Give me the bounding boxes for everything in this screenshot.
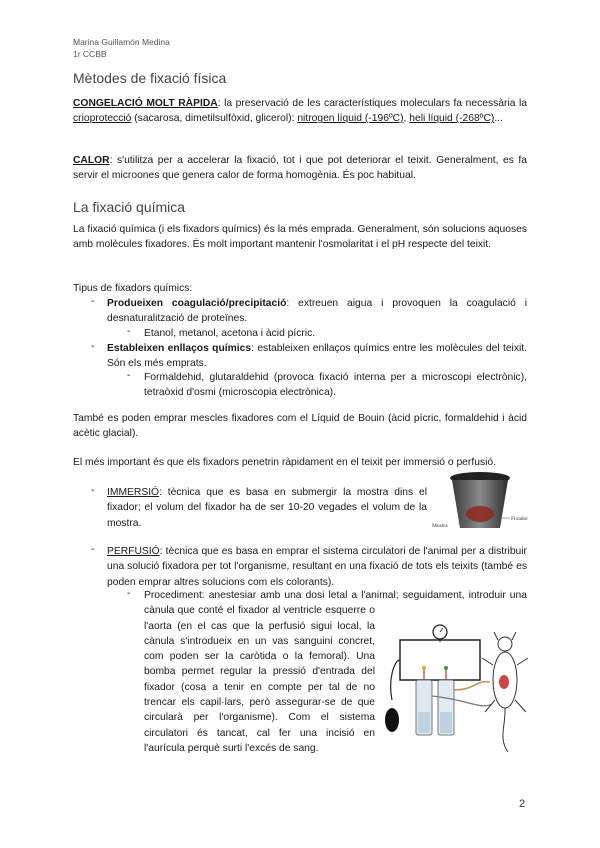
page-number: 2 (519, 798, 526, 810)
list-dash: - (127, 326, 131, 337)
term-fast-freezing: CONGELACIÓ MOLT RÀPIDA (73, 98, 218, 109)
perfusion-figure (380, 620, 530, 760)
type-coagulation: Produeixen coagulació/precipitació: extreuen aigua i provoquen la coagulació i desnaturalització de proteïnes. (107, 298, 527, 325)
paragraph-fast-freezing: CONGELACIÓ MOLT RÀPIDA: la preservació de les característiques moleculars fa necessària la crioprotecció (sacarosa, dimetilsulfòxid, glicerol): nitrogen líquid (-196ºC), heli líquid (-268ºC)... (73, 98, 528, 125)
type-chemical-bonds: Estableixen enllaços químics: estableixen enllaços químics entre les molècules del teixit. Són els més emprats. (107, 343, 528, 370)
animal-illustration (482, 632, 528, 752)
label-fixer: Fixador (511, 516, 529, 522)
paragraph-perfusion: PERFUSIÓ: tècnica que es basa en emprar el sistema circulatori de l'animal per a distribuir una solució fixadora per tot l'organisme, resultant en una fixació de tots els teixits (també es poden emprar altres solucions com els colorants). (107, 546, 527, 588)
term-heat: CALOR (73, 155, 110, 166)
types-label: Tipus de fixadors químics: (73, 283, 193, 294)
list-dash: - (127, 370, 131, 381)
author-name: Marina Guillamón Medina (73, 37, 170, 47)
list-dash: - (91, 341, 95, 352)
type-coagulation-example: Etanol, metanol, acetona i àcid pícric. (144, 328, 316, 339)
pump-frame (400, 640, 480, 680)
paragraph-chemical-intro: La fixació química (i els fixadors químics) és la més emprada. Generalment, són solucions aquoses amb molècules fixadores. És molt important mantenir l'osmolaritat i el pH respecte del teixit. (73, 224, 527, 251)
paragraph-mixtures: També es poden emprar mescles fixadores com el Líquid de Bouin (àcid pícric, formaldehid i àcid acètic glacial). (73, 413, 527, 440)
list-dash: - (91, 485, 95, 496)
label-sample: Mostra (432, 523, 448, 529)
pump-bulb (385, 708, 399, 732)
term-perfusion: PERFUSIÓ (107, 546, 160, 557)
course-label: 1r CCBB (73, 49, 107, 59)
paragraph-procedure: Procediment: anestesiar amb una dosi letal a l'animal; seguidament, introduir una cànula que conté el fixador al ventricle esquerre o l'aorta (en el cas que la perfusió sigui local, la cànula s'introdueix en un vas sanguini concret, com poden ser la caròtida o la femoral). Una bomba permet regular la pressió d'entrada del fixador (cosa a tenir en compte per tal de no trencar els capil·lars, però assegurar-se de que circularà per l'organisme). Com el sistema circulatori és tancat, cal fer una incisió en l'aurícula perquè surti l'excés de sang. (144, 590, 527, 754)
page-header (73, 36, 170, 60)
type-chemical-bonds-example: Formaldehid, glutaraldehid (provoca fixació interna per a microscopi electrònic), tetraòxid d'osmi (microscopia electrònica). (144, 372, 527, 399)
immersion-figure (430, 470, 530, 534)
section-title-chemical-fixation: La fixació química (73, 199, 186, 215)
term-immersion: IMMERSIÓ (107, 487, 160, 498)
cannula-tube (454, 682, 490, 690)
paragraph-heat: CALOR: s'utilitza per a accelerar la fixació, tot i que pot deteriorar el teixit. Generalment, es fa servir el microones que genera calor de forma homogènia. És poc habitual. (73, 155, 527, 182)
paragraph-penetration: El més important és que els fixadors penetrin ràpidament en el teixit per immersió o perfusió. (73, 457, 496, 468)
list-dash: - (127, 588, 131, 599)
section-title-physical-fixation: Mètodes de fixació física (73, 70, 227, 86)
list-dash: - (91, 296, 95, 307)
sample-tissue (466, 506, 494, 522)
paragraph-immersion: IMMERSIÓ: tècnica que es basa en submergir la mostra dins el fixador; el volum del fixador ha de ser 10-20 vegades el volum de la mostra. (107, 487, 427, 529)
list-dash: - (91, 544, 95, 555)
